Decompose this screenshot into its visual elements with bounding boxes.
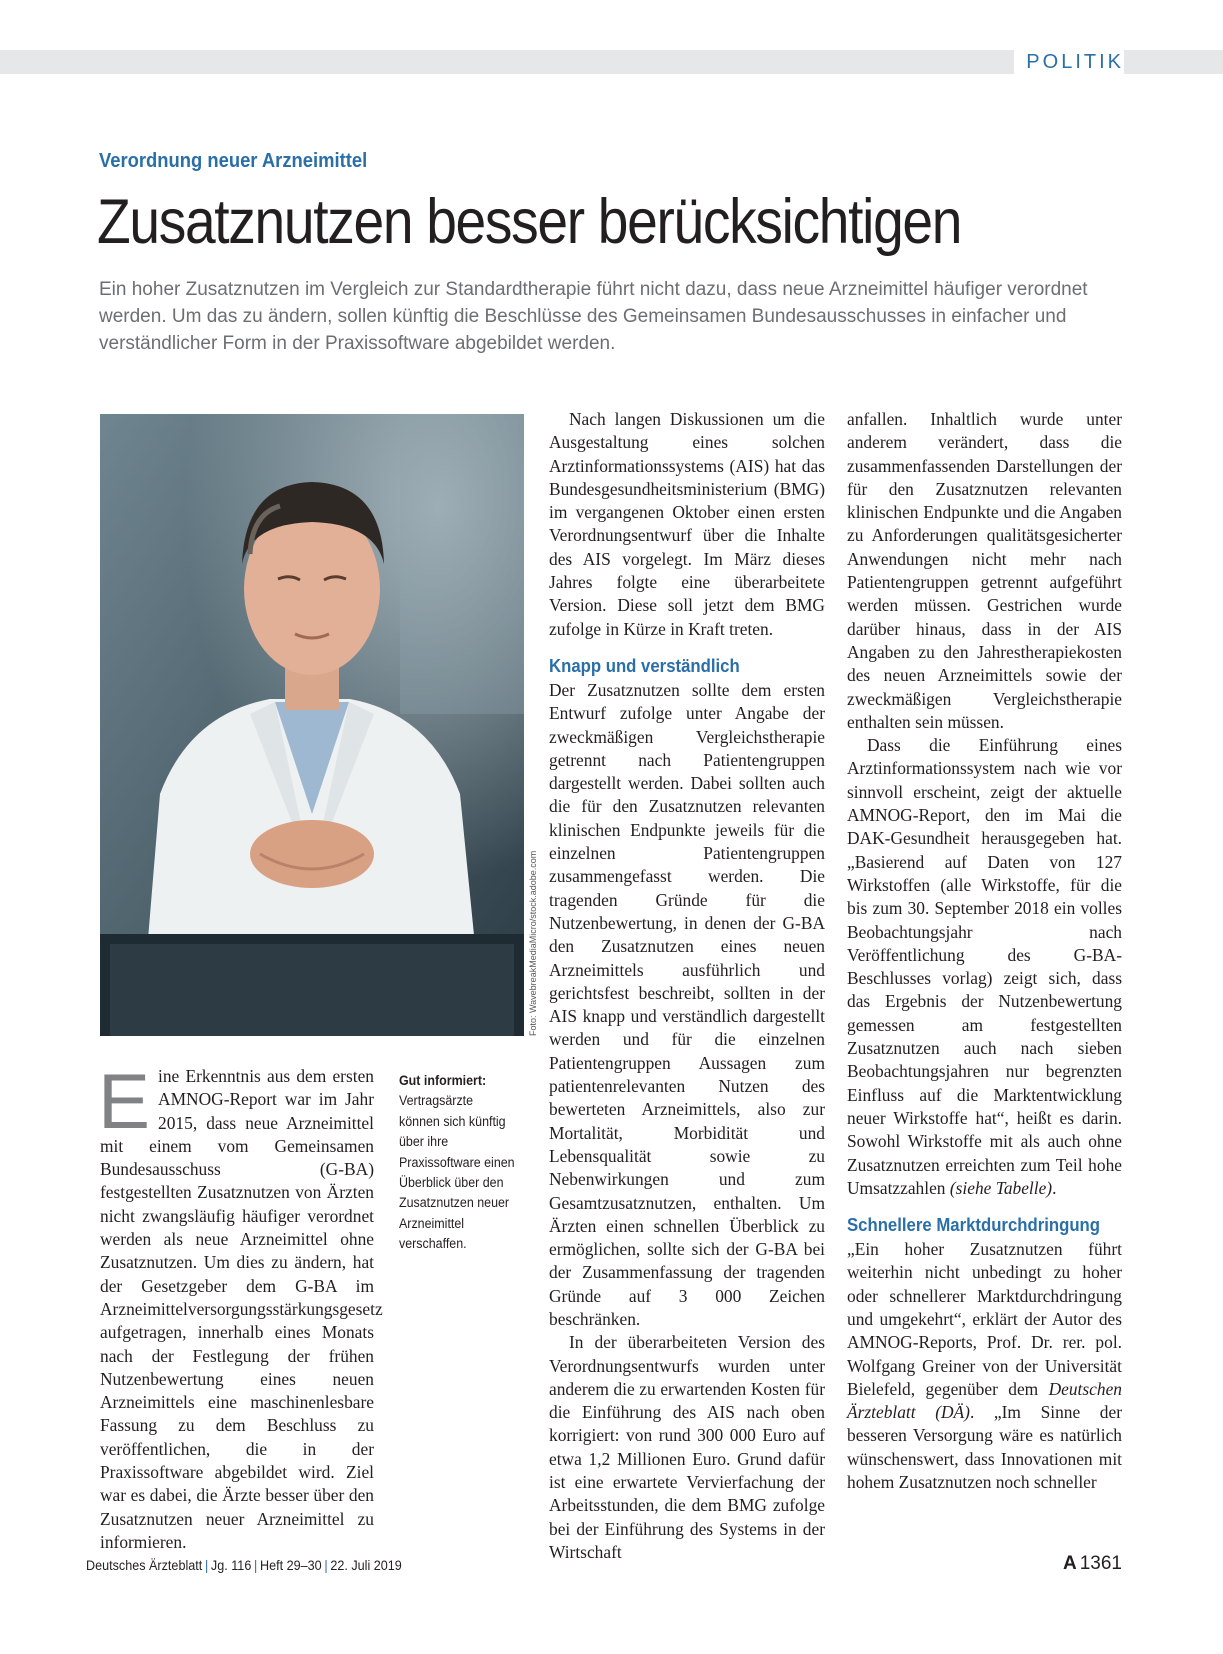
article-title: Zusatznutzen besser berücksichtigen bbox=[97, 187, 962, 257]
subheading: Schnellere Marktdurchdringung bbox=[847, 1215, 1101, 1236]
photo-credit: Foto: WavebreakMediaMicro/stock.adobe.com bbox=[528, 850, 538, 1036]
paragraph: Der Zusatznutzen sollte dem ersten Entwurf zufolge unter Angabe der zweckmäßigen Vergleichstherapie getrennt nach Patientengruppen dargestellt werden. Dabei sollten auch die für den Zusatznutzen relevanten klinischen Endpunkte jeweils für die einzelnen Patientengruppen zusammengefasst werden. Die tragenden Gründe für die Nutzenbewertung, in denen der G-BA den Zusatznutzen eines neuen Arzneimittels ausführlich und gerichtsfest beschreibt, sollten in der AIS knapp und verständlich dargestellt werden und für die einzelnen Patientengruppen Aussagen zum patientenrelevanten Nutzen des bewerteten Arzneimittels, also zur Mortalität, Morbidität und Lebensqualität sowie zu Nebenwirkungen und zum Gesamtzusatznutzen, enthalten. Um Ärzten einen schnellen Überblick zu ermöglichen, sollte sich der G-BA bei der Zusammenfassung der tragenden Gründe auf 3 000 Zeichen beschränken. bbox=[549, 679, 825, 1329]
publication-reference: Deutschen Ärzteblatt (DÄ) bbox=[847, 1378, 1122, 1423]
separator-icon: | bbox=[324, 1557, 328, 1573]
article-column-1 bbox=[98, 1057, 383, 1554]
journal-issue: Heft 29–30 bbox=[260, 1557, 322, 1573]
page-number-value: 1361 bbox=[1079, 1553, 1122, 1574]
journal-date: 22. Juli 2019 bbox=[330, 1557, 402, 1573]
caption-text: Vertragsärzte können sich künftig über ihre Praxissoftware einen Überblick über den Zusatznutzen neuer Arzneimittel verschaffen. bbox=[399, 1093, 515, 1252]
paragraph: Nach langen Diskussionen um die Ausgestaltung eines solchen Arztinformationssystems (AIS) hat das Bundesgesundheitsministerium (BMG) im vergangenen Oktober einen ersten Verordnungsentwurf über die Inhalte des AIS vorgelegt. Im März dieses Jahres folgte eine überarbeitete Version. Diese soll jetzt dem BMG zufolge in Kürze in Kraft treten. bbox=[549, 409, 825, 639]
paragraph: anfallen. Inhaltlich wurde unter anderem verändert, dass die zusammenfassenden Darstellungen der für den Zusatznutzen relevanten klinischen Endpunkte und die Angaben zu Anforderungen qualitätsgesicherter Anwendungen nicht mehr nach Patientengruppen getrennt aufgeführt werden müssen. Gestrichen wurde darüber hinaus, dass in der AIS Angaben zu den Jahrestherapiekosten des neuen Arzneimittels sowie der zweckmäßigen Vergleichstherapie enthalten sein müssen. bbox=[847, 409, 1122, 732]
page-prefix: A bbox=[1062, 1553, 1077, 1574]
photo-caption bbox=[399, 1071, 516, 1255]
paragraph: „Ein hoher Zusatznutzen führt weiterhin nicht unbedingt zu hoher oder schnellerer Marktdurchdringung und umgekehrt“, erklärt der Autor des AMNOG-Reports, Prof. Dr. rer. pol. Wolfgang Greiner von der Universität Bielefeld, gegenüber dem Deutschen Ärzteblatt (DÄ). „Im Sinne der besseren Versorgung wäre es natürlich wünschenswert, dass Innovationen mit hohem Zusatznutzen noch schneller bbox=[847, 1239, 1122, 1493]
caption-title: Gut informiert: bbox=[399, 1073, 487, 1088]
article-kicker: Verordnung neuer Arzneimittel bbox=[99, 150, 368, 172]
journal-volume: Jg. 116 bbox=[210, 1557, 252, 1573]
separator-icon: | bbox=[254, 1557, 258, 1573]
drop-cap: E bbox=[98, 1057, 151, 1145]
article-lead: Ein hoher Zusatznutzen im Vergleich zur Standardtherapie führt nicht dazu, dass neue Arzneimittel häufiger verordnet werden. Um das zu ändern, sollen künftig die Beschlüsse des Gemeinsamen Bundesausschusses in einfacher und verständlicher Form in der Praxissoftware abgebildet werden. bbox=[99, 279, 1088, 354]
subheading: Knapp und verständlich bbox=[549, 655, 740, 676]
page-number bbox=[1063, 1553, 1122, 1575]
journal-name: Deutsches Ärzteblatt bbox=[86, 1557, 203, 1573]
paragraph: In der überarbeiteten Version des Verordnungsentwurfs wurden unter anderem die zu erwartenden Kosten für die Einführung des AIS nach oben korrigiert: von rund 300 000 Euro auf etwa 1,2 Millionen Euro. Grund dafür ist eine erwartete Vervierfachung der Arbeitsstunden, die dem BMG zufolge bei der Einführung des Systems in der Wirtschaft bbox=[549, 1332, 825, 1562]
article-column-2 bbox=[549, 408, 825, 1564]
doctor-photo-illustration bbox=[100, 414, 524, 1036]
footer-citation bbox=[86, 1557, 402, 1573]
paragraph: Eine Erkenntnis aus dem ersten AMNOG-Report war im Jahr 2015, dass neue Arzneimittel mit einem vom Gemeinsamen Bundesausschuss (G-BA) festgestellten Zusatznutzen von Ärzten nicht zwangsläufig häufiger verordnet werden als neue Arzneimittel ohne Zusatznutzen. Um dies zu ändern, hat der Gesetzgeber dem G-BA im Arzneimittelversorgungsstärkungsgesetz aufgetragen, innerhalb eines Monats nach der Festlegung der frühen Nutzenbewertung eines neuen Arzneimittels eine maschinenlesbare Fassung zu dem Beschluss zu veröffentlichen, die in der Praxissoftware abgebildet wird. Ziel war es dabei, die Ärzte besser über den Zusatznutzen neuer Arzneimittel zu informieren. bbox=[98, 1057, 383, 1552]
separator-icon: | bbox=[204, 1557, 209, 1573]
article-column-3 bbox=[847, 408, 1122, 1494]
paragraph: Dass die Einführung eines Arztinformationssystem nach wie vor sinnvoll erscheint, zeigt der aktuelle AMNOG-Report, den im Mai die DAK-Gesundheit herausgegeben hat. „Basierend auf Daten von 127 Wirkstoffen (alle Wirkstoffe, für die bis zum 30. September 2018 ein volles Beobachtungsjahr nach Veröffentlichung des G-BA-Beschlusses vorlag) zeigt sich, dass das Ergebnis der Nutzenbewertung gemessen am festgestellten Zusatznutzen auch nach sieben Beobachtungsjahren nur begrenzten Einfluss auf die Marktentwicklung neuer Wirkstoffe hat“, heißt es darin. Sowohl Wirkstoffe mit als auch ohne Zusatznutzen erreichten zum Teil hohe Umsatzzahlen (siehe Tabelle). bbox=[847, 735, 1122, 1198]
section-label: POLITIK bbox=[1014, 50, 1124, 74]
table-reference: (siehe Tabelle) bbox=[949, 1177, 1053, 1198]
article-photo bbox=[100, 414, 524, 1036]
